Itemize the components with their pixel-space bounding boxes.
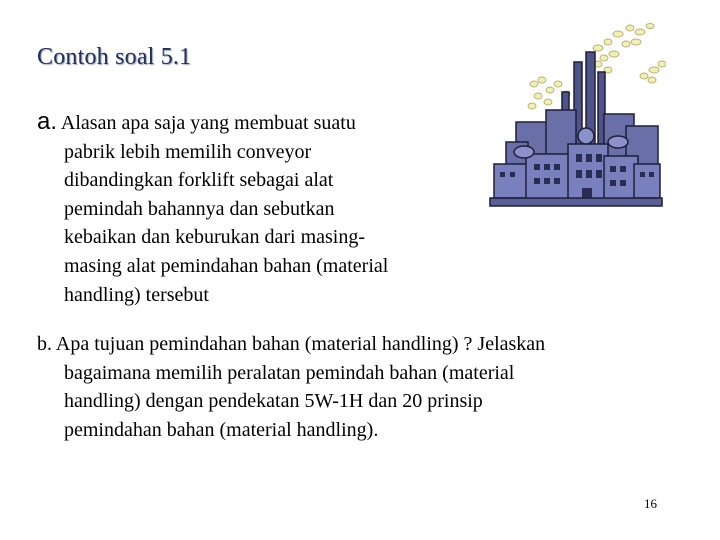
question-a-line: pabrik lebih memilih conveyor — [64, 140, 312, 163]
question-b-line: pemindahan bahan (material handling). — [64, 418, 379, 441]
question-a-line: pemindah bahannya dan sebutkan — [64, 197, 335, 220]
question-a-line: handling) tersebut — [64, 283, 209, 306]
question-a-text: Alasan apa saja yang membuat suatu — [60, 112, 356, 134]
question-a-first-line — [37, 108, 467, 138]
question-b-first-line: b. Apa tujuan pemindahan bahan (material handling) ? Jelaskan — [37, 333, 546, 355]
question-b-line: handling) dengan pendekatan 5W-1H dan 20 prinsip — [64, 390, 483, 413]
question-a-marker: a. — [37, 108, 58, 135]
factory-clipart-icon — [486, 14, 666, 214]
question-b — [37, 330, 677, 444]
question-a — [37, 108, 467, 309]
question-a-line: masing alat pemindahan bahan (material — [64, 254, 389, 277]
page-title: Contoh soal 5.1 — [37, 44, 192, 70]
question-a-line: kebaikan dan keburukan dari masing- — [64, 226, 366, 249]
question-a-line: dibandingkan forklift sebagai alat — [64, 169, 334, 192]
question-b-line: bagaimana memilih peralatan pemindah bahan (material — [64, 361, 515, 384]
page-number: 16 — [644, 496, 657, 511]
